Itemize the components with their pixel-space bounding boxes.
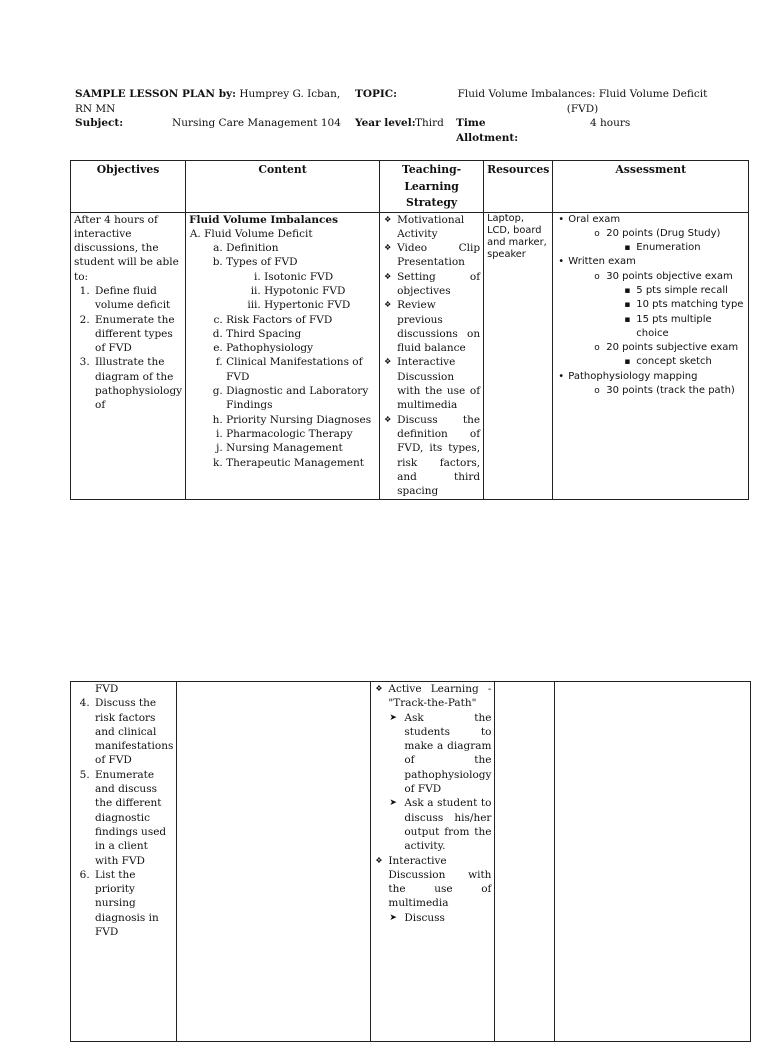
- content-subitem-label: Types of FVD: [226, 256, 298, 269]
- col-header-objectives: Objectives: [71, 161, 186, 213]
- assessment-sub-sublist: [606, 241, 745, 255]
- content-subitem: [226, 255, 376, 312]
- strategy-cell: [371, 682, 495, 1042]
- assessment-written-objective: 30 points objective exam: [606, 270, 733, 282]
- col-header-strategy: Teaching-Learning Strategy: [380, 161, 484, 213]
- subject-label: Subject:: [75, 117, 124, 129]
- year-level-label: Year level:: [355, 117, 416, 129]
- assessment-written: Written exam: [568, 256, 636, 268]
- plan-label: SAMPLE LESSON PLAN by:: [75, 88, 237, 100]
- objective-item: 5. Enumerate and discuss the different diagnostic findings used in a client with FVD: [93, 768, 173, 868]
- assessment-sublist: [568, 384, 745, 398]
- assessment-cell: [553, 212, 749, 499]
- fvd-types-list: [226, 270, 376, 313]
- strategy-subitem: ➤ Ask a student to discuss his/her output from the activity.: [404, 796, 491, 853]
- assessment-mapping: Pathophysiology mapping: [568, 370, 698, 382]
- content-subitem: e. Pathophysiology: [226, 341, 376, 355]
- strategy-item: ❖ Video Clip Presentation: [397, 241, 480, 270]
- strategy-subitem: ➤ Discuss: [404, 911, 491, 925]
- assessment-objective-part: ▪ 15 pts multiple choice: [636, 313, 745, 342]
- content-subitem: a. Definition: [226, 241, 376, 255]
- lesson-plan-title: [75, 87, 350, 116]
- content-subitem: d. Third Spacing: [226, 327, 376, 341]
- assessment-sub-sublist: [606, 355, 745, 369]
- content-section-a-label: Fluid Volume Deficit: [204, 227, 313, 240]
- assessment-objective-part: ▪ 10 pts matching type: [636, 298, 745, 312]
- year-level-value: Third: [415, 117, 444, 129]
- strategy-sublist: [388, 911, 491, 925]
- strategy-item: ❖ Motivational Activity: [397, 213, 480, 242]
- fvd-type-item: ii. Hypotonic FVD: [264, 284, 376, 298]
- objectives-list: [74, 284, 182, 413]
- assessment-sub-sublist: [606, 284, 745, 341]
- assessment-cell: [555, 682, 751, 1042]
- col-header-assessment: Assessment: [553, 161, 749, 213]
- objective-item: 4. Discuss the risk factors and clinical manifestations of FVD: [93, 696, 173, 767]
- objective-item: 1. Define fluid volume deficit: [93, 284, 182, 313]
- assessment-list: [556, 213, 745, 399]
- assessment-oral: Oral exam: [568, 213, 621, 225]
- strategy-interactive-discussion: Interactive Discussion with the use of multimedia: [388, 854, 492, 910]
- assessment-item: [568, 255, 745, 369]
- content-subitem: j. Nursing Management: [226, 441, 376, 455]
- assessment-sublist: [568, 227, 745, 256]
- col-header-content: Content: [186, 161, 380, 213]
- content-outline: [189, 227, 376, 470]
- content-subitem: f. Clinical Manifestations of FVD: [226, 355, 376, 384]
- strategy-item: ❖ Review previous discussions on fluid balance: [397, 298, 480, 355]
- content-section-a: [204, 227, 376, 470]
- objectives-intro: After 4 hours of interactive discussions, the student will be able to:: [74, 213, 179, 283]
- assessment-subitem: [606, 227, 745, 256]
- strategy-item: ❖ Interactive Discussion with the use of multimedia: [397, 355, 480, 412]
- fvd-type-item: i. Isotonic FVD: [264, 270, 376, 284]
- assessment-written-subjective: 20 points subjective exam: [606, 342, 739, 354]
- content-sublist: [204, 241, 376, 470]
- strategy-item: ❖ Setting of objectives: [397, 270, 480, 299]
- content-subitem: k. Therapeutic Management: [226, 456, 376, 470]
- resources-text: Laptop, LCD, board and marker, speaker: [487, 212, 547, 261]
- assessment-objective-part: ▪ 5 pts simple recall: [636, 284, 745, 298]
- strategy-subitem: ➤ Ask the students to make a diagram of the pathophysiology of FVD: [404, 711, 491, 797]
- resources-cell: [495, 682, 555, 1042]
- strategy-active-learning: Active Learning - "Track-the-Path": [388, 683, 492, 710]
- content-cell: [186, 212, 380, 499]
- content-subitem: c. Risk Factors of FVD: [226, 313, 376, 327]
- topic-value: Fluid Volume Imbalances: Fluid Volume Deficit (FVD): [457, 88, 708, 115]
- objectives-cell: [71, 682, 177, 1042]
- subject-value: Nursing Care Management 104: [172, 117, 341, 129]
- strategy-list: [383, 213, 480, 499]
- objective-item: 2. Enumerate the different types of FVD: [93, 313, 182, 356]
- strategy-item: ❖ Discuss the definition of FVD, its types, risk factors, and third spacing: [397, 413, 480, 499]
- col-header-resources: Resources: [484, 161, 553, 213]
- resources-cell: [484, 212, 553, 499]
- content-title: Fluid Volume Imbalances: [189, 213, 338, 226]
- strategy-item: [388, 854, 491, 925]
- objectives-list: [74, 696, 173, 939]
- assessment-sublist: [568, 270, 745, 370]
- lesson-plan-table: [70, 160, 749, 500]
- assessment-oral-points: 20 points (Drug Study): [606, 227, 721, 239]
- assessment-subitem: [606, 341, 745, 370]
- objective-item: 3. Illustrate the diagram of the pathophysiology of: [93, 355, 182, 412]
- assessment-item: [568, 213, 745, 256]
- fvd-type-item: iii. Hypertonic FVD: [264, 298, 376, 312]
- strategy-sublist: [388, 711, 491, 854]
- topic-label: TOPIC:: [355, 88, 397, 100]
- author-name: Humprey G. Icban, RN MN: [75, 88, 341, 115]
- objectives-cell: [71, 212, 186, 499]
- lesson-plan-table-continued: [70, 681, 751, 1042]
- time-allotment-label: Time Allotment:: [456, 117, 519, 144]
- content-subitem: h. Priority Nursing Diagnoses: [226, 413, 376, 427]
- strategy-list: [374, 682, 491, 925]
- strategy-cell: [380, 212, 484, 499]
- content-subitem: g. Diagnostic and Laboratory Findings: [226, 384, 376, 413]
- assessment-subjective-part: ▪ concept sketch: [636, 355, 745, 369]
- assessment-subitem: [606, 270, 745, 341]
- time-allotment-value: 4 hours: [590, 117, 631, 129]
- objective-continued: FVD: [95, 683, 119, 695]
- assessment-oral-type: ▪ Enumeration: [636, 241, 745, 255]
- objective-item: 6. List the priority nursing diagnosis in FVD: [93, 868, 173, 939]
- assessment-item: [568, 370, 745, 399]
- content-cell: [177, 682, 371, 1042]
- strategy-item: [388, 682, 491, 854]
- assessment-mapping-points: o 30 points (track the path): [606, 384, 745, 398]
- content-subitem: i. Pharmacologic Therapy: [226, 427, 376, 441]
